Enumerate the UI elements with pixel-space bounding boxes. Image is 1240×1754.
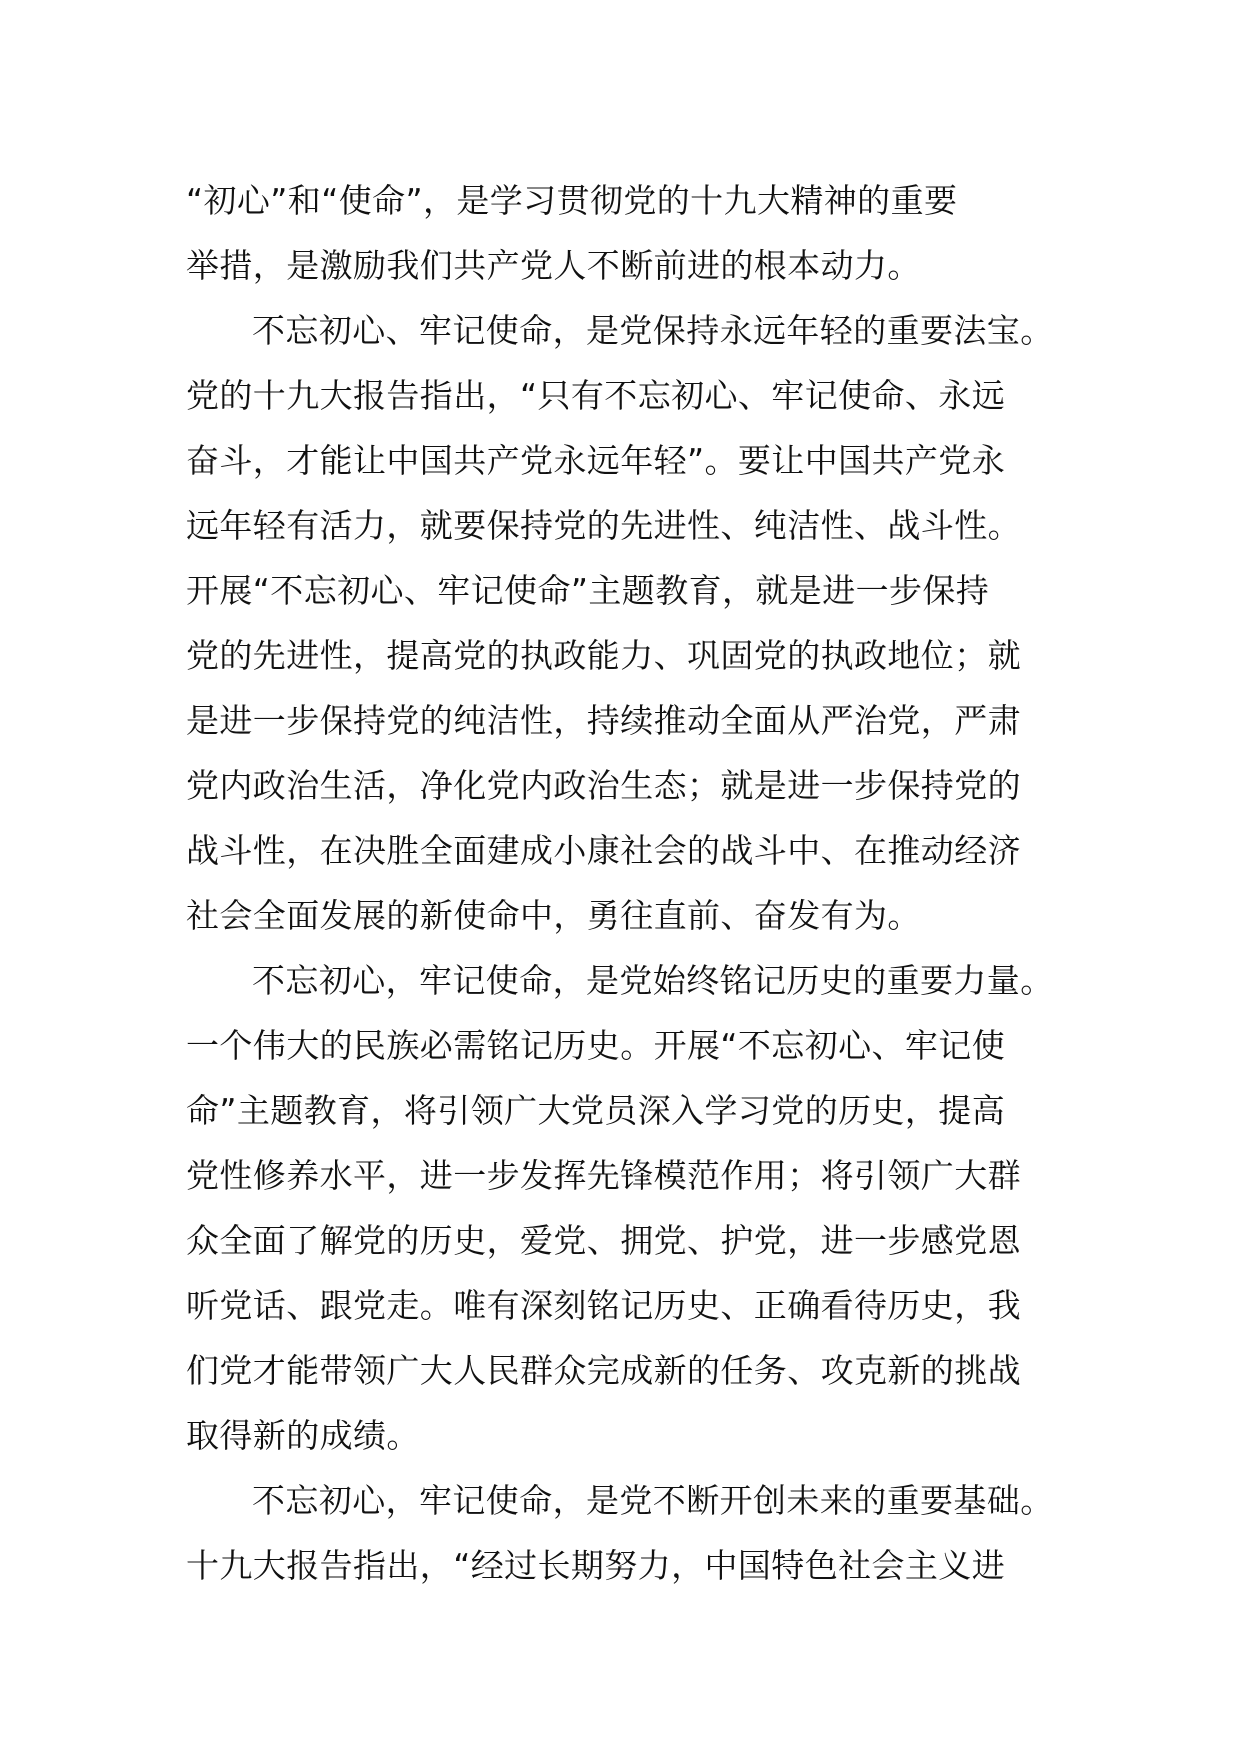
- text-line-5: 奋斗，才能让中国共产党永远年轻”。要让中国共产党永: [186, 441, 1006, 480]
- text-line-22: 十九大报告指出，“经过长期努力，中国特色社会主义进: [186, 1546, 1006, 1585]
- text-line-20: 取得新的成绩。: [186, 1416, 420, 1455]
- text-line-6: 远年轻有活力，就要保持党的先进性、纯洁性、战斗性。: [186, 506, 1021, 545]
- text-line-8: 党的先进性，提高党的执政能力、巩固党的执政地位；就: [186, 636, 1021, 675]
- text-line-16: 党性修养水平，进一步发挥先锋模范作用；将引领广大群: [186, 1156, 1021, 1195]
- text-line-9: 是进一步保持党的纯洁性，持续推动全面从严治党，严肃: [186, 701, 1021, 740]
- text-line-19: 们党才能带领广大人民群众完成新的任务、攻克新的挑战: [186, 1351, 1021, 1390]
- paragraph-start-line: 不忘初心，牢记使命，是党始终铭记历史的重要力量。: [252, 961, 1054, 1000]
- text-line-15: 命”主题教育，将引领广大党员深入学习党的历史，提高: [186, 1091, 1006, 1130]
- text-line-14: 一个伟大的民族必需铭记历史。开展“不忘初心、牢记使: [186, 1026, 1006, 1065]
- text-line-12: 社会全面发展的新使命中，勇往直前、奋发有为。: [186, 896, 921, 935]
- body-text: [186, 168, 1066, 1598]
- text-line-10: 党内政治生活，净化党内政治生态；就是进一步保持党的: [186, 766, 1021, 805]
- text-line-1: “初心”和“使命”，是学习贯彻党的十九大精神的重要: [186, 181, 958, 220]
- paragraph-start-line: 不忘初心，牢记使命，是党不断开创未来的重要基础。: [252, 1481, 1054, 1520]
- text-line-18: 听党话、跟党走。唯有深刻铭记历史、正确看待历史，我: [186, 1286, 1021, 1325]
- text-line-2: 举措，是激励我们共产党人不断前进的根本动力。: [186, 246, 921, 285]
- text-line-4: 党的十九大报告指出，“只有不忘初心、牢记使命、永远: [186, 376, 1006, 415]
- text-line-17: 众全面了解党的历史，爱党、拥党、护党，进一步感党恩: [186, 1221, 1021, 1260]
- paragraph-start-line: 不忘初心、牢记使命，是党保持永远年轻的重要法宝。: [252, 311, 1054, 350]
- text-line-7: 开展“不忘初心、牢记使命”主题教育，就是进一步保持: [186, 571, 990, 610]
- text-line-11: 战斗性，在决胜全面建成小康社会的战斗中、在推动经济: [186, 831, 1021, 870]
